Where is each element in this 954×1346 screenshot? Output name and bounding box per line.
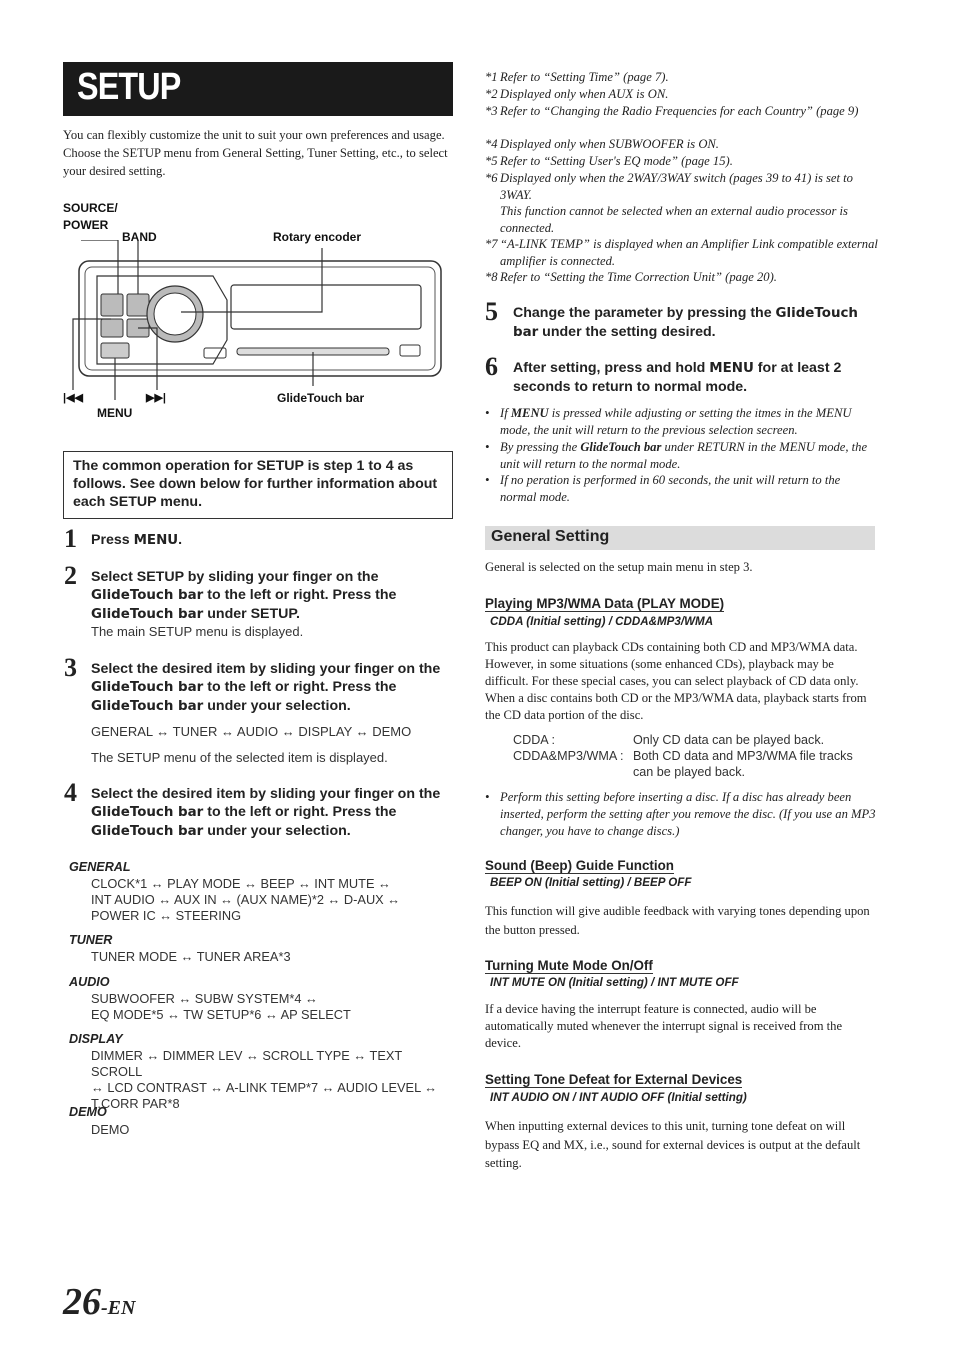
step-2-text: Select SETUP by sliding your finger on the GlideTouch bar to the left or right. Press the GlideTouch bar under SETUP. [91, 569, 397, 622]
menu-display-items: DIMMER ↔ DIMMER LEV ↔ SCROLL TYPE ↔ TEXT SCROLL ↔ LCD CONTRAST ↔ A-LINK TEMP*7 ↔ AUDIO LEVEL ↔ T.CORR PAR*8 [91, 1048, 438, 1111]
menu-general-heading: GENERAL [69, 860, 131, 874]
step-4-text: Select the desired item by sliding your finger on the GlideTouch bar to the left or right. Press the GlideTouch bar under your selection. [91, 786, 441, 839]
tone-defeat-options: INT AUDIO ON / INT AUDIO OFF (Initial setting) [490, 1091, 747, 1104]
option-cdda-mp3-key: CDDA&MP3/WMA : [513, 749, 624, 763]
small-button [204, 348, 226, 358]
step-1-text: Press MENU. [91, 532, 183, 548]
step-1-number: 1 [64, 524, 77, 553]
eject-button [400, 345, 420, 356]
menu-tuner-items: TUNER MODE ↔ TUNER AREA*3 [91, 949, 291, 964]
step-3-sub: The SETUP menu of the selected item is displayed. [91, 750, 388, 765]
general-setting-intro: General is selected on the setup main menu in step 3. [485, 560, 753, 574]
general-setting-heading-bar [485, 526, 875, 550]
step-5-text: Change the parameter by pressing the GlideTouch bar under the setting desired. [513, 305, 858, 340]
step-5-number: 5 [485, 297, 498, 326]
step-6-number: 6 [485, 352, 498, 381]
option-cdda-key: CDDA : [513, 733, 555, 747]
label-source-power-1: SOURCE/ [63, 201, 118, 215]
label-menu: MENU [97, 406, 133, 420]
step-3-chain: GENERAL ↔ TUNER ↔ AUDIO ↔ DISPLAY ↔ DEMO [91, 724, 412, 739]
label-rotary-encoder: Rotary encoder [273, 230, 362, 244]
menu-audio-heading: AUDIO [69, 975, 110, 989]
step-3-text: Select the desired item by sliding your finger on the GlideTouch bar to the left or right. Press the GlideTouch bar under your selection. [91, 661, 441, 714]
mute-options: INT MUTE ON (Initial setting) / INT MUTE OFF [490, 976, 739, 989]
page-title: SETUP [77, 66, 181, 108]
beep-options: BEEP ON (Initial setting) / BEEP OFF [490, 876, 692, 889]
page-number: 26-EN [63, 1281, 136, 1323]
menu-general-items: CLOCK*1 ↔ PLAY MODE ↔ BEEP ↔ INT MUTE ↔ INT AUDIO ↔ AUX IN ↔ (AUX NAME)*2 ↔ D-AUX ↔ POWER IC ↔ STEERING [91, 876, 401, 923]
option-cdda-value: Only CD data can be played back. [633, 733, 825, 747]
play-mode-body: This product can playback CDs containing both CD and MP3/WMA data. However, in some situations (some enhanced CDs), playback may be difficult. For these special cases, you can select playback of CD data only. When a disc contains both CD or the MP3/WMA data, playback starts from the CD data portion of the disc. [485, 640, 867, 722]
menu-tuner-heading: TUNER [69, 933, 113, 947]
tone-defeat-body: When inputting external devices to this unit, turning tone defeat on will bypass EQ and MX, i.e., sound for external devices is output at the default setting. [485, 1119, 861, 1170]
step-2-number: 2 [64, 561, 77, 590]
source-power-button [101, 294, 123, 316]
band-button [127, 294, 149, 316]
step-2-sub: The main SETUP menu is displayed. [91, 624, 304, 639]
label-band: BAND [122, 230, 157, 244]
mute-title: Turning Mute Mode On/Off [485, 958, 653, 973]
menu-demo-items: DEMO [91, 1122, 130, 1137]
step-3-number: 3 [64, 653, 77, 682]
menu-audio-items: SUBWOOFER ↔ SUBW SYSTEM*4 ↔ EQ MODE*5 ↔ TW SETUP*6 ↔ AP SELECT [91, 991, 351, 1022]
beep-title: Sound (Beep) Guide Function [485, 858, 674, 873]
step-4-number: 4 [64, 778, 77, 807]
menu-display-heading: DISPLAY [69, 1032, 123, 1046]
prev-button [101, 319, 123, 337]
play-mode-options: CDDA (Initial setting) / CDDA&MP3/WMA [490, 615, 714, 628]
play-mode-title: Playing MP3/WMA Data (PLAY MODE) [485, 596, 725, 611]
intro-paragraph: You can flexibly customize the unit to suit your own preferences and usage. Choose the SETUP menu from General Setting, Tuner Setting, etc., to select your desired setting. [63, 128, 448, 178]
lcd-display [231, 285, 421, 329]
page-title-bar [63, 62, 453, 116]
label-next: ▶▶| [146, 392, 166, 404]
label-source-power-2: POWER [63, 218, 109, 232]
option-cdda-mp3-value: Both CD data and MP3/WMA file tracks can be played back. [633, 749, 853, 779]
label-prev: |◀◀ [63, 392, 83, 404]
note-box-text: The common operation for SETUP is step 1 to 4 as follows. See down below for further information about each SETUP menu. [73, 458, 438, 510]
mute-body: If a device having the interrupt feature is connected, audio will be automatically muted whenever the interrupt signal is received from the device. [485, 1002, 843, 1050]
head-unit-diagram [63, 240, 453, 400]
general-setting-heading: General Setting [491, 528, 610, 545]
rotary-encoder-knob [154, 293, 196, 335]
beep-body: This function will give audible feedback with varying tones depending upon the button pressed. [485, 904, 870, 937]
step-6-text: After setting, press and hold MENU for at least 2 seconds to return to normal mode. [513, 360, 842, 395]
menu-button [101, 343, 129, 358]
label-glidetouch-bar: GlideTouch bar [277, 391, 365, 405]
tone-defeat-title: Setting Tone Defeat for External Devices [485, 1072, 743, 1087]
menu-demo-heading: DEMO [69, 1105, 107, 1119]
